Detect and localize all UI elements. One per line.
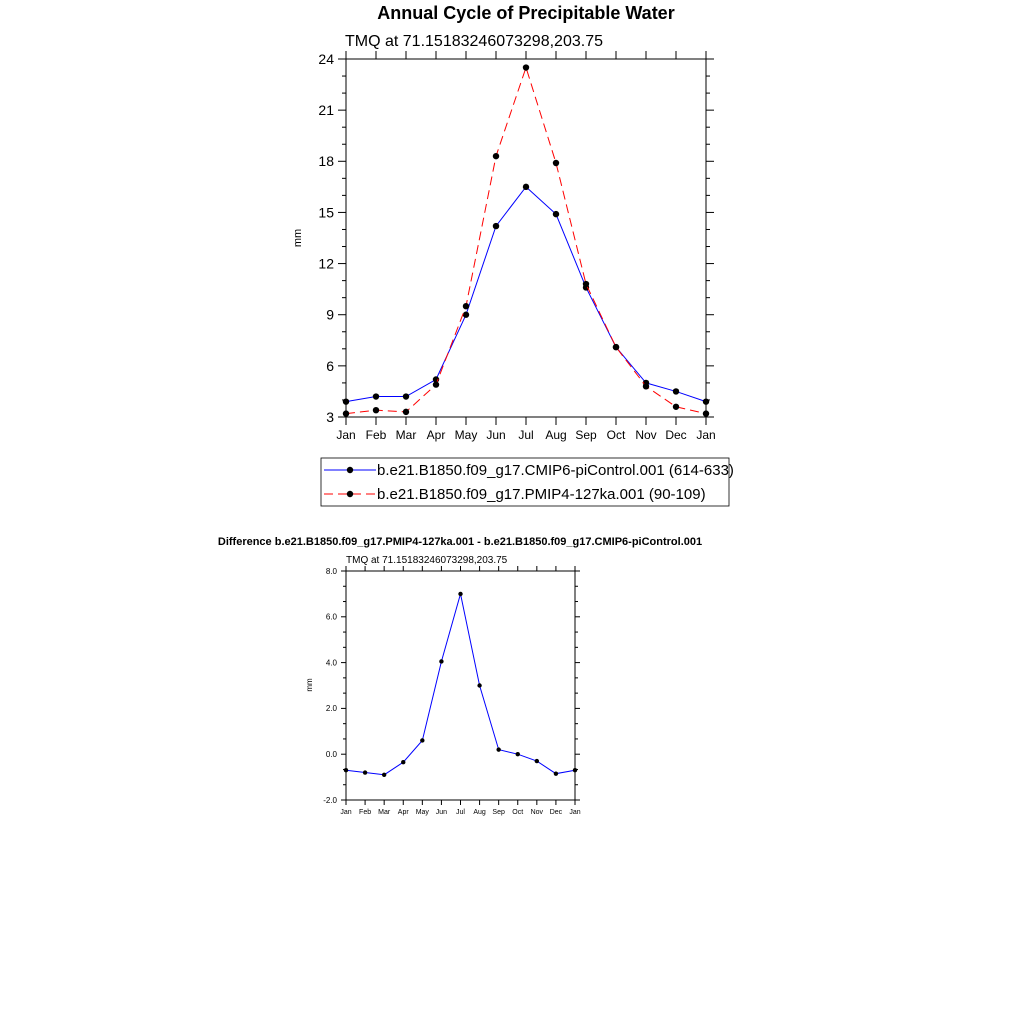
chart1-ticks [338,51,714,425]
legend-control-marker [347,467,353,473]
c1-x-tick-label: Jan [336,428,356,442]
figure-title: Annual Cycle of Precipitable Water [377,3,675,23]
c1-series-1-point [703,410,709,416]
c2-y-tick-label: 2.0 [325,704,337,714]
legend-control-label: b.e21.B1850.f09_g17.CMIP6-piControl.001 (614-633) [377,462,734,479]
c2-series-0-point [535,759,539,763]
c1-series-0-point [403,393,409,399]
c1-x-tick-label: Aug [545,428,567,442]
c2-x-tick-label: Mar [378,809,391,816]
c1-series-1-point [523,64,529,70]
chart2-plot-frame [346,571,575,800]
legend-pmip-label: b.e21.B1850.f09_g17.PMIP4-127ka.001 (90-109) [377,486,706,503]
c1-series-0-point [373,393,379,399]
c1-series-0-line [346,187,706,402]
chart1-legend [321,458,734,506]
c2-series-0-point [554,771,558,775]
c1-x-tick-label: Jan [696,428,716,442]
chart2-subtitle: TMQ at 71.15183246073298,203.75 [346,555,508,566]
chart1-series [343,64,709,416]
c2-x-tick-label: Oct [512,809,524,816]
c2-y-tick-label: 8.0 [325,566,337,576]
legend-pmip-marker [347,491,353,497]
c2-series-0-line [346,594,575,775]
c1-series-1-point [403,409,409,415]
c2-x-tick-label: Jan [340,809,352,816]
chart-difference [218,536,702,816]
chart1-y-axis-label: mm [292,228,304,248]
chart2-y-tick-labels [323,567,337,805]
c2-x-tick-label: Sep [492,809,505,816]
c1-series-0-point [343,398,349,404]
c1-series-0-point [673,388,679,394]
c1-x-tick-label: Feb [365,428,387,442]
c1-x-tick-label: Sep [575,428,597,442]
c2-series-0-point [573,768,577,772]
chart-precipitable-water [292,33,716,442]
c1-x-tick-label: Dec [665,428,687,442]
c2-y-tick-label: 6.0 [325,612,337,622]
chart2-series [344,592,577,777]
c1-x-tick-label: Oct [606,428,626,442]
c1-series-1-point [613,344,619,350]
c2-x-tick-label: Feb [359,809,372,816]
c2-x-tick-label: May [415,809,429,816]
c1-y-tick-label: 9 [326,306,334,323]
c1-y-tick-label: 21 [318,102,334,119]
chart2-ticks [341,566,580,805]
c2-y-tick-label: 0.0 [325,750,337,759]
c2-series-0-point [401,760,405,764]
c2-x-tick-label: Jul [456,809,465,816]
c1-series-1-point [373,407,379,413]
c2-x-tick-label: Jan [569,809,581,816]
c1-series-1-point [433,381,439,387]
c2-x-tick-label: Dec [549,809,563,816]
c1-y-tick-label: 24 [318,50,334,67]
c2-x-tick-label: Apr [397,809,409,816]
c1-x-tick-label: Jun [486,428,506,442]
c1-x-tick-label: Jul [518,428,534,442]
c2-series-0-point [458,592,462,596]
c2-series-0-point [477,683,481,687]
c2-y-tick-label: 4.0 [325,658,337,668]
c1-series-1-point [643,383,649,389]
c1-y-tick-label: 6 [326,357,334,374]
c1-series-1-point [343,410,349,416]
c1-series-1-point [673,404,679,410]
c1-series-1-line [346,68,706,414]
chart1-y-tick-labels [318,51,334,425]
c1-y-tick-label: 12 [318,255,334,272]
c1-x-tick-label: Nov [635,428,657,442]
c1-y-tick-label: 15 [318,204,334,221]
c1-y-tick-label: 3 [326,408,334,425]
c2-series-0-point [344,768,348,772]
c2-x-tick-label: Aug [473,809,486,816]
c1-x-tick-label: Apr [426,428,446,442]
c1-series-0-point [463,312,469,318]
chart1-x-tick-labels [336,428,715,442]
c2-series-0-point [420,738,424,742]
c1-series-0-point [493,223,499,229]
c1-x-tick-label: May [454,428,478,442]
chart2-x-tick-labels [340,809,580,816]
c1-series-0-point [553,211,559,217]
c1-series-1-point [493,153,499,159]
c1-x-tick-label: Mar [395,428,417,442]
c2-x-tick-label: Nov [530,809,544,816]
c2-series-0-point [516,752,520,756]
c2-series-0-point [496,747,500,751]
c1-series-1-point [463,303,469,309]
c2-x-tick-label: Jun [435,809,448,816]
c1-y-tick-label: 18 [318,153,334,170]
chart1-plot-frame [346,59,706,417]
c2-series-0-point [363,770,367,774]
chart2-y-axis-label: mm [305,678,314,692]
c1-series-1-point [583,281,589,287]
c1-series-1-point [553,160,559,166]
c2-series-0-point [382,773,386,777]
c1-series-0-point [523,184,529,190]
c1-series-0-point [703,398,709,404]
c2-y-tick-label: -2.0 [323,795,337,805]
c2-series-0-point [439,659,443,663]
chart2-title: Difference b.e21.B1850.f09_g17.PMIP4-127ka.001 - b.e21.B1850.f09_g17.CMIP6-piControl.001 [217,536,703,548]
chart1-subtitle: TMQ at 71.15183246073298,203.75 [345,33,603,50]
